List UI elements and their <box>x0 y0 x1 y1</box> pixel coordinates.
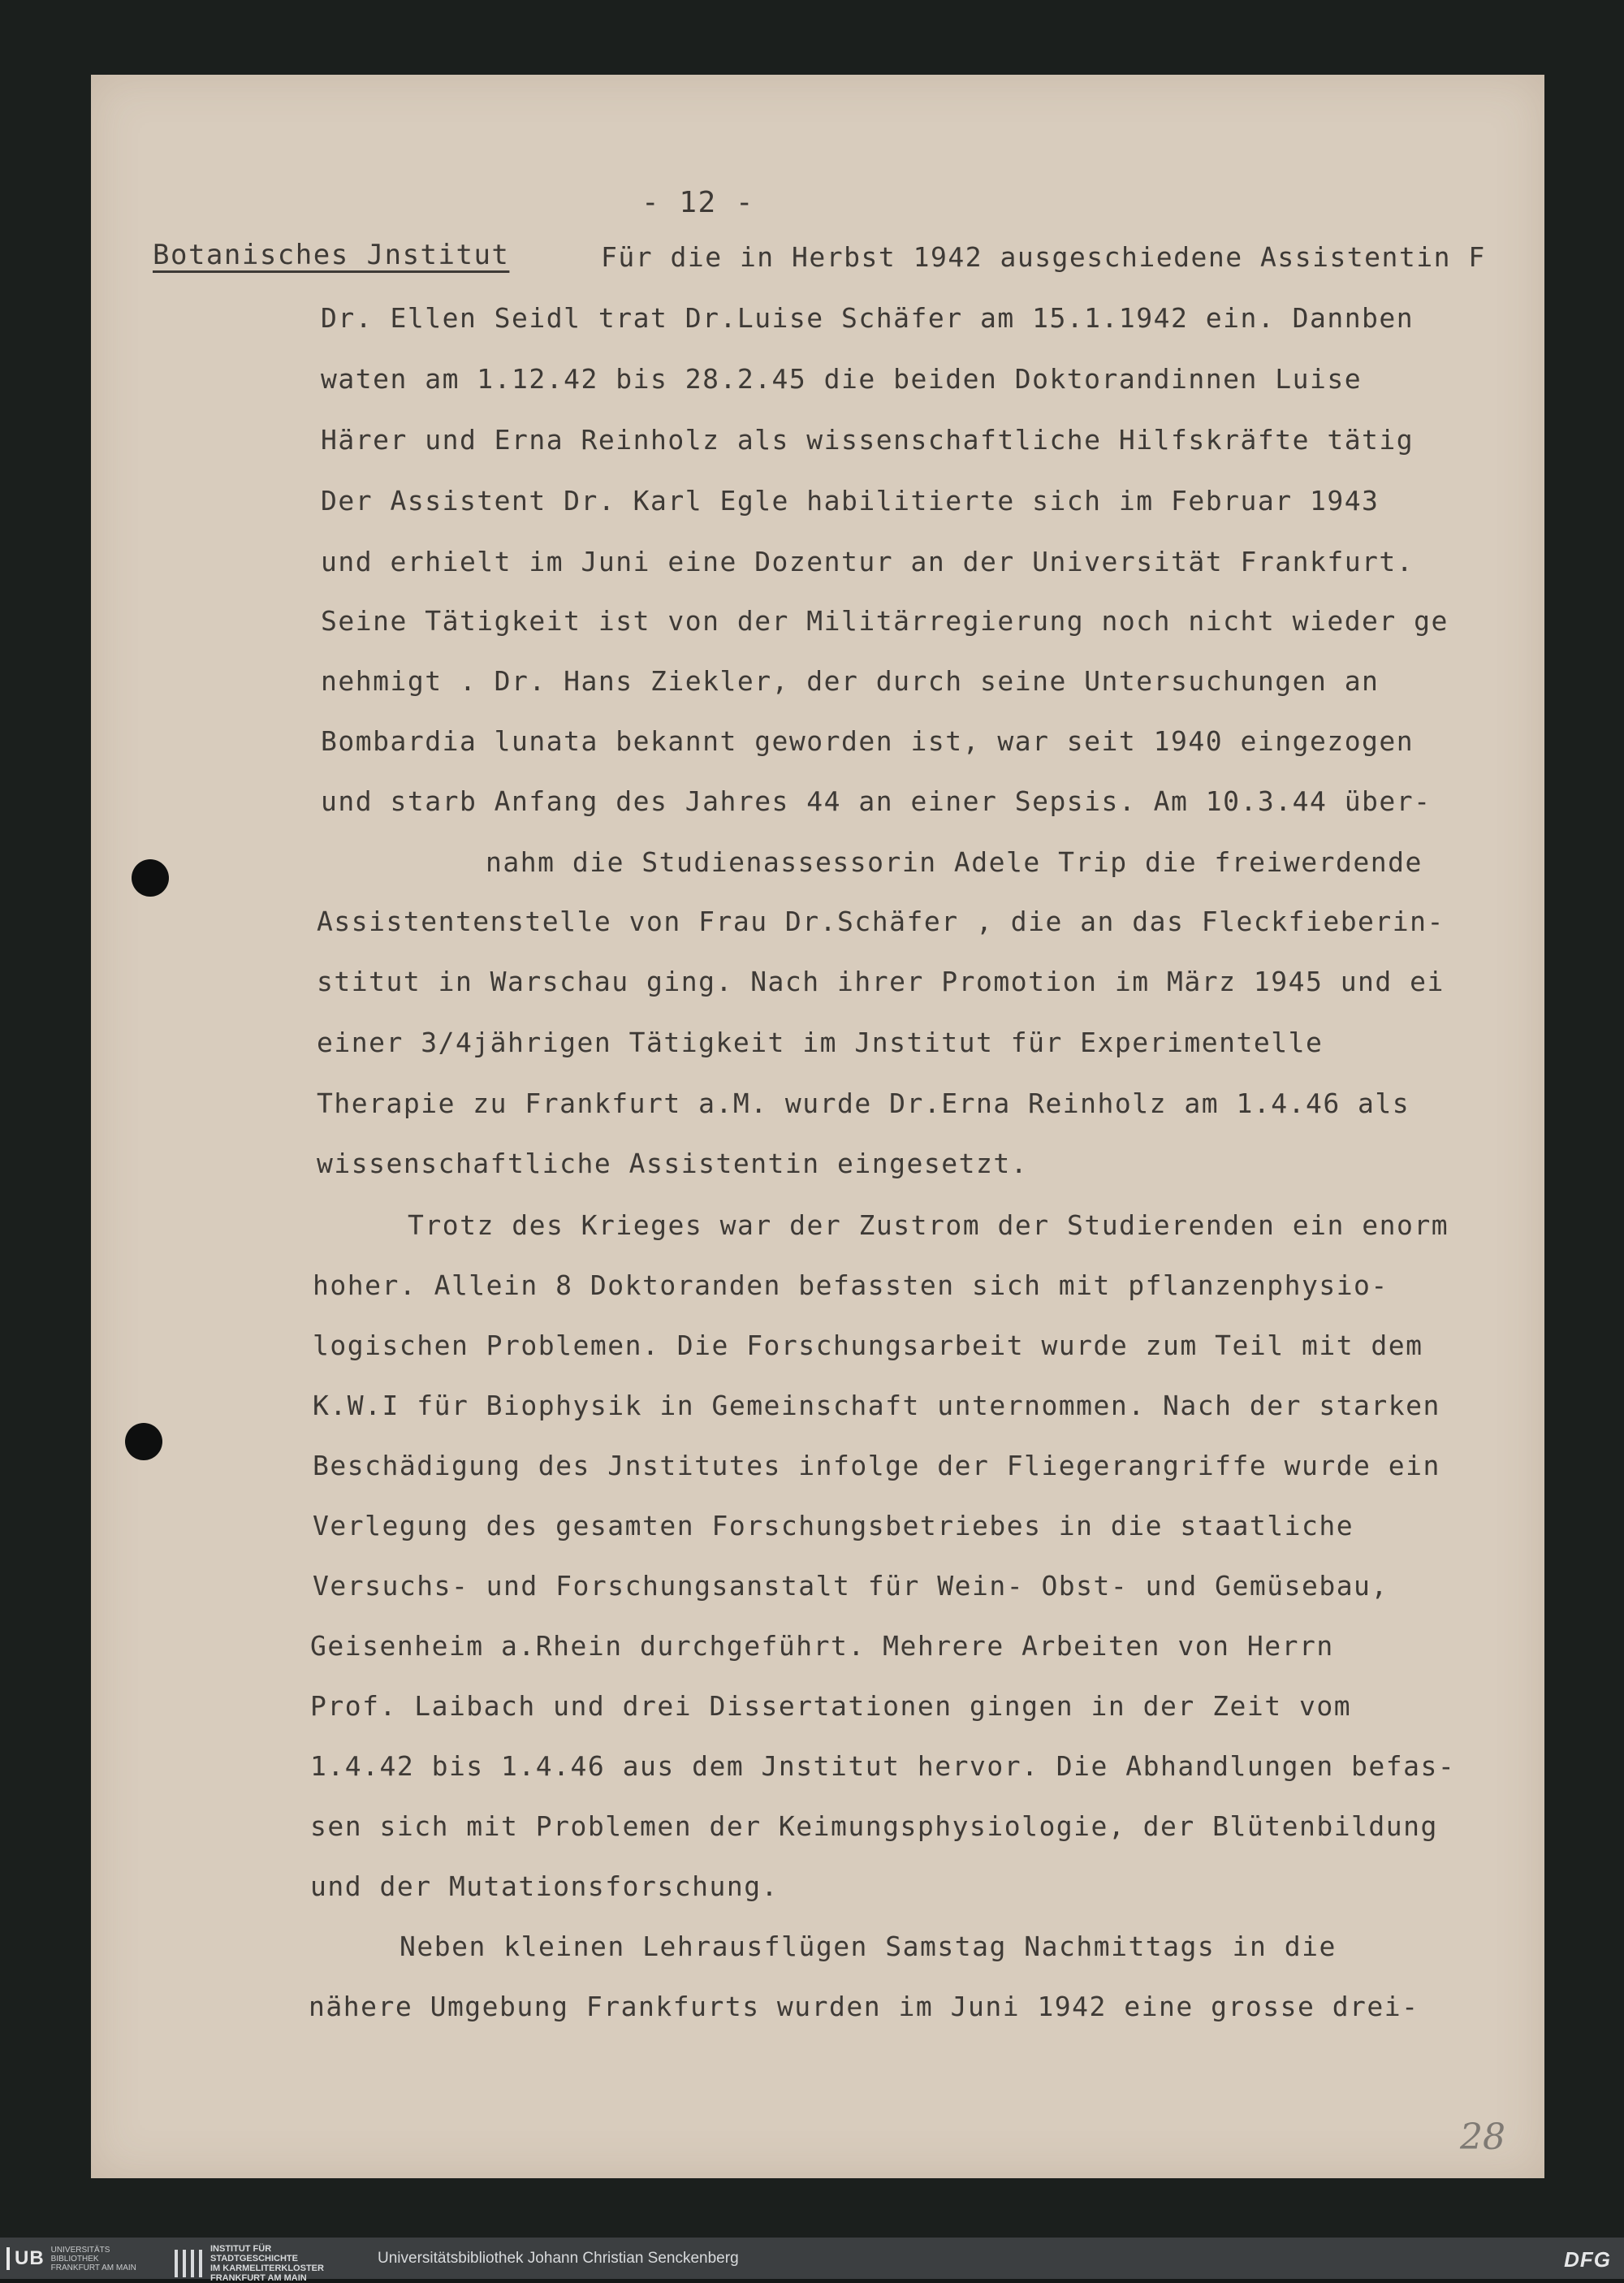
viewer-footer-bar <box>0 2238 1624 2283</box>
margin-folio-number: 28 <box>1460 2117 1505 2158</box>
text-line: Versuchs- und Forschungsanstalt für Wein- Obst- und Gemüsebau, <box>313 1570 1389 1602</box>
text-line: und erhielt im Juni eine Dozentur an der Universität Frankfurt. <box>321 546 1415 577</box>
text-line: Seine Tätigkeit ist von der Militärregierung noch nicht wieder ge <box>321 605 1449 637</box>
text-line: Dr. Ellen Seidl trat Dr.Luise Schäfer am 15.1.1942 ein. Dannben <box>321 302 1415 334</box>
text-line: Bombardia lunata bekannt geworden ist, war seit 1940 eingezogen <box>321 725 1415 757</box>
dfg-logo[interactable]: DFG <box>1564 2247 1611 2272</box>
text-line: Geisenheim a.Rhein durchgeführt. Mehrere Arbeiten von Herrn <box>310 1630 1334 1662</box>
text-line: Therapie zu Frankfurt a.M. wurde Dr.Erna Reinholz am 1.4.46 als <box>317 1087 1410 1119</box>
ub-logo[interactable] <box>6 2245 136 2272</box>
text-line: stitut in Warschau ging. Nach ihrer Promotion im März 1945 und ei <box>317 966 1445 997</box>
text-line: nahm die Studienassessorin Adele Trip die freiwerdende <box>486 846 1423 878</box>
text-line: Verlegung des gesamten Forschungsbetriebes in die staatliche <box>313 1510 1354 1541</box>
text-line: nähere Umgebung Frankfurts wurden im Juni 1942 eine grosse drei- <box>309 1991 1419 2022</box>
institute-logo[interactable] <box>175 2244 324 2283</box>
text-line: 1.4.42 bis 1.4.46 aus dem Jnstitut hervor. Die Abhandlungen befas- <box>310 1750 1456 1782</box>
text-line: nehmigt . Dr. Hans Ziekler, der durch seine Untersuchungen an <box>321 665 1380 697</box>
text-line: Trotz des Krieges war der Zustrom der Studierenden ein enorm <box>408 1209 1449 1241</box>
text-line: und starb Anfang des Jahres 44 an einer Sepsis. Am 10.3.44 über- <box>321 785 1432 817</box>
text-line: K.W.I für Biophysik in Gemeinschaft unternommen. Nach der starken <box>313 1390 1440 1421</box>
text-line: wissenschaftliche Assistentin eingesetzt. <box>317 1148 1029 1179</box>
section-heading: Botanisches Jnstitut <box>153 239 510 271</box>
ub-logo-text: UB <box>6 2247 45 2270</box>
punch-hole-upper <box>132 859 169 897</box>
text-line: einer 3/4jährigen Tätigkeit im Jnstitut für Experimentelle <box>317 1027 1324 1058</box>
text-line: sen sich mit Problemen der Keimungsphysiologie, der Blütenbildung <box>310 1810 1438 1842</box>
text-line: Neben kleinen Lehrausflügen Samstag Nachmittags in die <box>400 1931 1337 1962</box>
institute-columns-icon <box>175 2250 202 2277</box>
text-line: Für die in Herbst 1942 ausgeschiedene Assistentin F <box>601 241 1486 273</box>
text-line: Der Assistent Dr. Karl Egle habilitierte sich im Februar 1943 <box>321 485 1380 517</box>
institute-logo-text: INSTITUT FÜR STADTGESCHICHTE IM KARMELITERKLOSTER FRANKFURT AM MAIN <box>210 2244 324 2283</box>
page-number: - 12 - <box>641 186 755 219</box>
text-line: Beschädigung des Jnstitutes infolge der Fliegerangriffe wurde ein <box>313 1450 1440 1481</box>
text-line: hoher. Allein 8 Doktoranden befassten sich mit pflanzenphysio- <box>313 1269 1389 1301</box>
text-line: und der Mutationsforschung. <box>310 1870 779 1902</box>
library-credit: Universitätsbibliothek Johann Christian Senckenberg <box>378 2250 739 2267</box>
text-line: waten am 1.12.42 bis 28.2.45 die beiden Doktorandinnen Luise <box>321 363 1363 395</box>
text-line: logischen Problemen. Die Forschungsarbeit wurde zum Teil mit dem <box>313 1330 1423 1361</box>
text-line: Härer und Erna Reinholz als wissenschaftliche Hilfskräfte tätig <box>321 424 1415 456</box>
text-line: Prof. Laibach und drei Dissertationen gingen in der Zeit vom <box>310 1690 1352 1722</box>
text-line: Assistentenstelle von Frau Dr.Schäfer , die an das Fleckfieberin- <box>317 906 1445 937</box>
punch-hole-lower <box>125 1423 162 1460</box>
ub-logo-subtitle: UNIVERSITÄTS BIBLIOTHEK FRANKFURT AM MAIN <box>50 2245 136 2272</box>
